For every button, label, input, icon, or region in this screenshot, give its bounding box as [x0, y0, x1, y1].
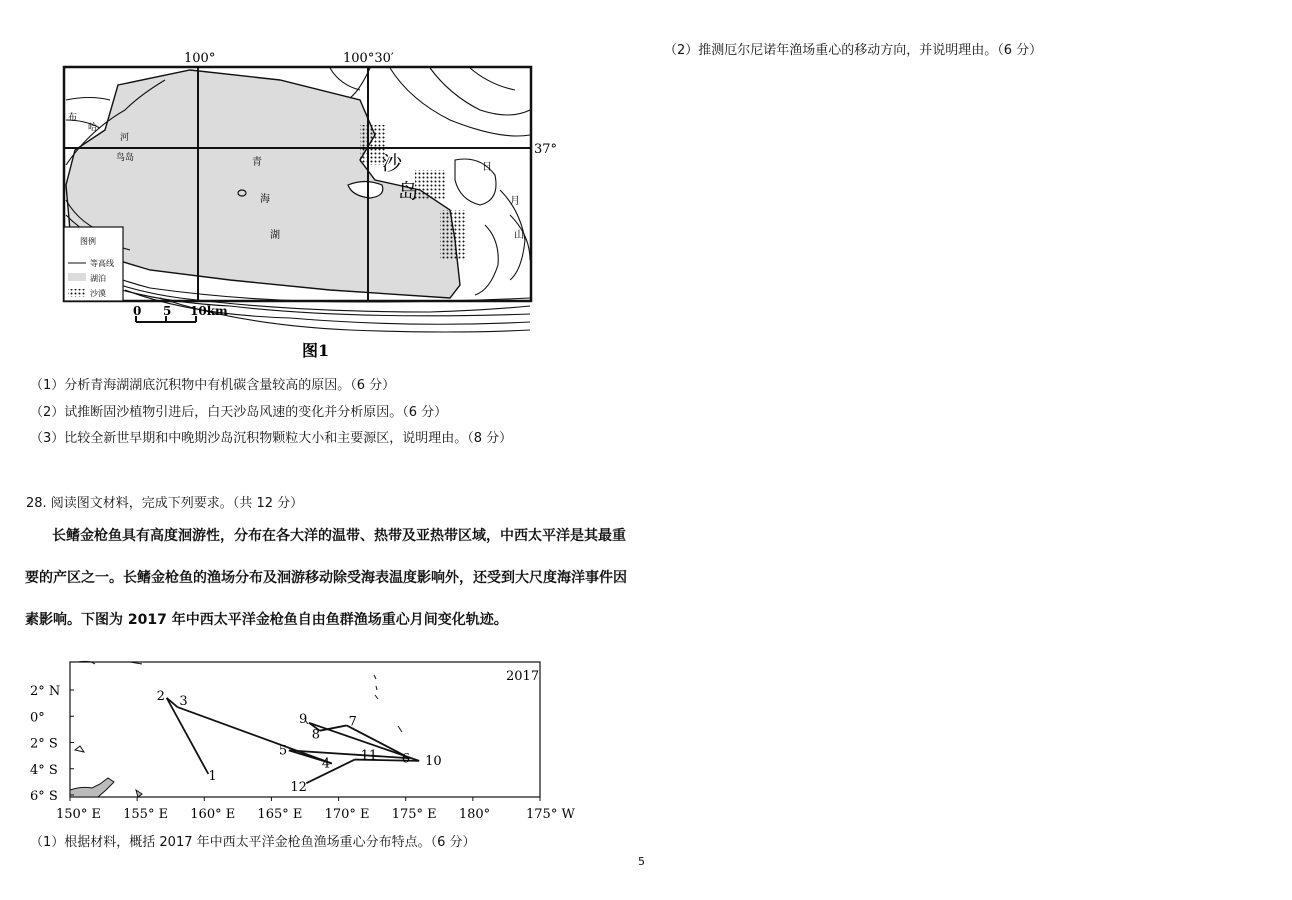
trajectory-segment — [167, 698, 209, 774]
trajectory-point-label: 8 — [311, 727, 321, 743]
trajectory-chart — [20, 650, 580, 825]
land-shape — [136, 790, 142, 797]
trajectory-point-label: 10 — [425, 753, 442, 769]
x-tick-label: 175° W — [526, 807, 575, 822]
trajectory-point-label: 2 — [156, 688, 165, 704]
trajectory-point-label: 1 — [208, 769, 217, 784]
trajectory-segment — [177, 707, 331, 763]
scale-tick-10km: 10km — [190, 304, 228, 318]
sand-area — [440, 210, 465, 260]
q28-heading: 28. 阅读图文材料，完成下列要求。（共 12 分） — [26, 496, 304, 511]
land-shape — [70, 778, 114, 797]
trajectory-point-label: 11 — [360, 748, 378, 764]
chart-title: 2017 — [506, 669, 540, 684]
lake-char-2: 海 — [260, 194, 270, 205]
legend-desert: 沙漠 — [90, 289, 106, 298]
island-marks — [374, 675, 378, 699]
page-number: 5 — [638, 855, 645, 868]
question-2: （2）试推断固沙植物引进后，白天沙岛风速的变化并分析原因。（6 分） — [30, 405, 448, 420]
map-legend — [64, 227, 123, 301]
q28-para-line-3: 素影响。下图为 2017 年中西太平洋金枪鱼自由鱼群渔场重心月间变化轨迹。 — [25, 612, 508, 628]
land-shape — [75, 746, 84, 752]
figure-caption: 图1 — [302, 341, 330, 360]
right-question: （2）推测厄尔尼诺年渔场重心的移动方向，并说明理由。（6 分） — [664, 43, 1043, 58]
place-ha: 哈 — [88, 123, 98, 133]
lake-char-1: 青 — [252, 157, 262, 168]
question-1: （1）分析青海湖湖底沉积物中有机碳含量较高的原因。（6 分） — [30, 378, 396, 393]
place-he: 河 — [120, 133, 130, 143]
x-tick-label: 155° E — [123, 807, 169, 822]
trajectory-point-label: 6 — [401, 751, 411, 767]
scale-tick-0: 0 — [133, 304, 142, 318]
x-tick-label: 180° — [458, 807, 491, 822]
trajectory-point-label: 9 — [299, 711, 308, 727]
trajectory-point-label: 5 — [278, 743, 288, 759]
place-bird-island: 鸟岛 — [116, 153, 135, 163]
y-tick-label: 6° S — [30, 789, 58, 804]
x-tick-label: 160° E — [190, 807, 236, 822]
q28-para-line-2: 要的产区之一。长鳍金枪鱼的渔场分布及洄游移动除受海表温度影响外，还受到大尺度海洋事件因 — [25, 570, 627, 586]
riyue-char-2: 月 — [510, 196, 520, 207]
riyue-char-3: 山 — [514, 230, 524, 241]
bottom-question: （1）根据材料，概括 2017 年中西太平洋金枪鱼渔场重心分布特点。（6 分） — [30, 835, 476, 850]
sand-island-char-2: 岛 — [398, 179, 418, 203]
chart-frame — [70, 662, 540, 797]
trajectory-segment — [347, 725, 410, 758]
lat-label-37: 37° — [534, 142, 558, 157]
lake-char-3: 湖 — [270, 230, 280, 241]
lon-label-100-30: 100°30′ — [343, 51, 394, 66]
legend-lake: 湖泊 — [90, 274, 106, 283]
scale-bar — [133, 304, 228, 322]
trajectory-point-label: 3 — [179, 694, 188, 710]
sand-area — [415, 170, 445, 200]
island-marks — [398, 726, 402, 732]
legend-title: 图例 — [80, 237, 96, 246]
trajectory-point-label: 12 — [290, 780, 307, 796]
lon-label-100: 100° — [184, 51, 216, 66]
place-bu: 布 — [68, 113, 78, 123]
x-tick-label: 175° E — [391, 807, 437, 822]
legend-contour: 等高线 — [90, 259, 114, 268]
x-tick-label: 150° E — [56, 807, 101, 822]
q28-para-line-1: 长鳍金枪鱼具有高度洄游性，分布在各大洋的温带、热带及亚热带区域，中西太平洋是其最重 — [52, 528, 626, 544]
question-3: （3）比较全新世早期和中晚期沙岛沉积物颗粒大小和主要源区，说明理由。（8 分） — [30, 431, 513, 446]
x-tick-label: 165° E — [257, 807, 303, 822]
y-tick-label: 2° N — [30, 684, 61, 699]
sand-island-char-1: 沙 — [382, 151, 402, 175]
trajectory-point-label: 4 — [321, 756, 331, 772]
scale-tick-5: 5 — [163, 304, 172, 318]
x-tick-label: 170° E — [324, 807, 370, 822]
y-tick-label: 4° S — [30, 762, 58, 778]
y-tick-label: 0° — [30, 710, 45, 726]
map-qinghai-lake — [30, 40, 590, 370]
trajectory-point-label: 7 — [348, 714, 357, 730]
y-tick-label: 2° S — [30, 736, 58, 752]
riyue-char-1: 日 — [482, 162, 492, 173]
